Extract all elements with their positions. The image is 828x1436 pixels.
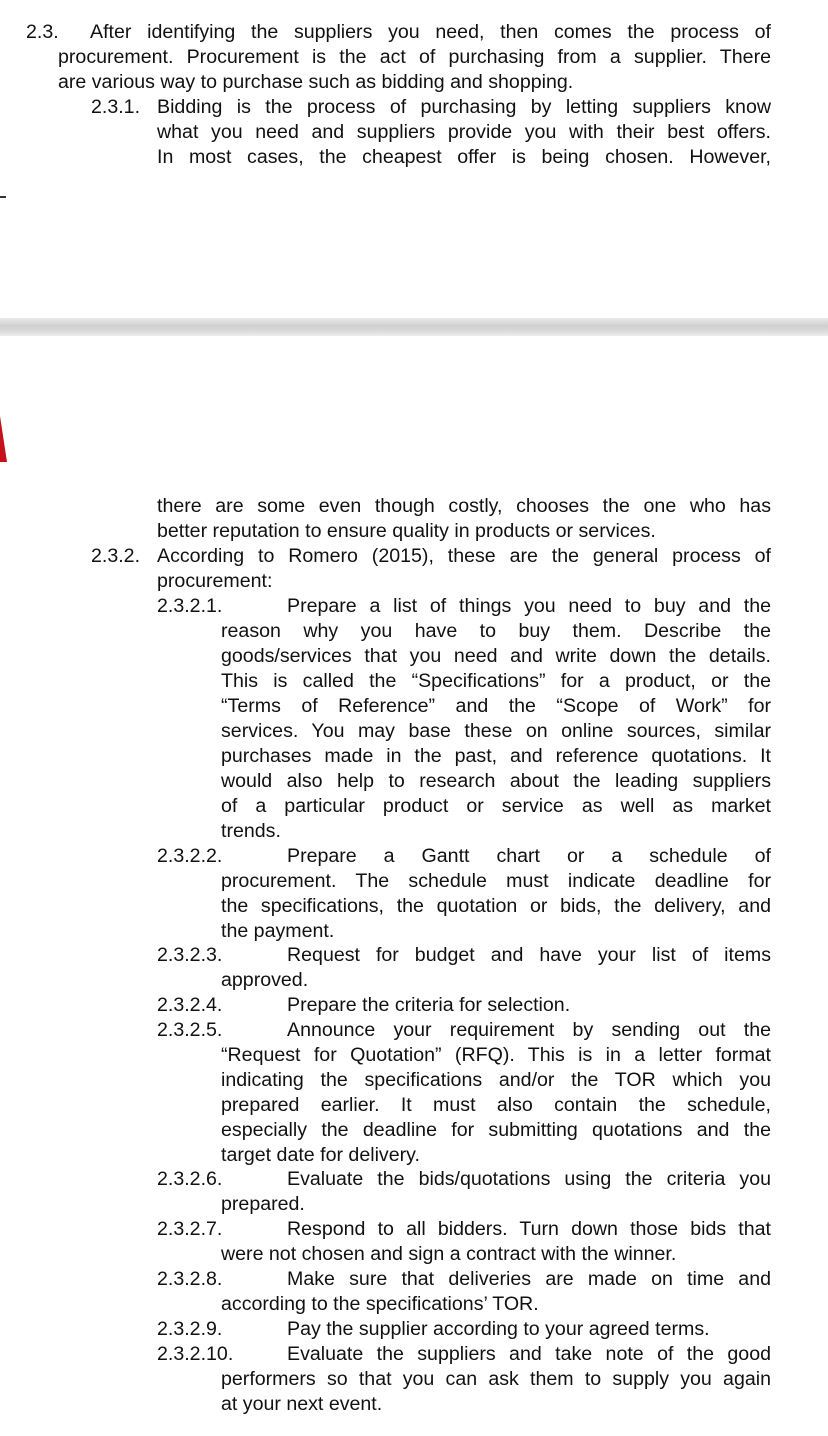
page-edge-mark (0, 196, 6, 198)
item-text-line: better reputation to ensure quality in products or services. (157, 520, 656, 542)
step-number: 2.3.2.3. (157, 944, 223, 966)
step-text-line: procurement. The schedule must indicate deadline for (221, 870, 771, 892)
step-text-line: services. You may base these on online sources, similar (221, 720, 771, 742)
item-text-line: According to Romero (2015), these are the general process of (157, 545, 771, 567)
item-text-line: procurement: (157, 570, 273, 592)
step-text-line: would also help to research about the leading suppliers (221, 770, 771, 792)
step-number: 2.3.2.7. (157, 1218, 223, 1240)
step-text-line: Pay the supplier according to your agreed terms. (287, 1318, 710, 1340)
step-text-line: performers so that you can ask them to supply you again (221, 1368, 771, 1390)
step-text-line: Prepare a list of things you need to buy and the (287, 595, 771, 617)
step-text-line: “Request for Quotation” (RFQ). This is in a letter format (221, 1044, 771, 1066)
step-text-line: reason why you have to buy them. Describe the (221, 620, 771, 642)
step-text-line: target date for delivery. (221, 1144, 420, 1166)
section-text-line: After identifying the suppliers you need, then comes the process of (90, 21, 771, 43)
step-text-line: Make sure that deliveries are made on time and (287, 1268, 771, 1290)
step-text-line: purchases made in the past, and reference quotations. It (221, 745, 771, 767)
step-text-line: Request for budget and have your list of items (287, 944, 771, 966)
item-text-line: In most cases, the cheapest offer is being chosen. However, (157, 146, 771, 168)
section-text-line: are various way to purchase such as bidding and shopping. (58, 71, 574, 93)
step-text-line: according to the specifications’ TOR. (221, 1293, 539, 1315)
step-text-line: Prepare the criteria for selection. (287, 994, 571, 1016)
step-text-line: the specifications, the quotation or bids, the delivery, and (221, 895, 771, 917)
red-margin-mark (0, 416, 7, 462)
step-text-line: were not chosen and sign a contract with the winner. (221, 1243, 677, 1265)
step-text-line: approved. (221, 969, 309, 991)
page-bottom (0, 336, 828, 1436)
item-text-line: Bidding is the process of purchasing by letting suppliers know (157, 96, 771, 118)
step-text-line: at your next event. (221, 1393, 383, 1415)
step-text-line: especially the deadline for submitting quotations and the (221, 1119, 771, 1141)
step-text-line: prepared earlier. It must also contain the schedule, (221, 1094, 771, 1116)
item-number: 2.3.2. (91, 545, 141, 567)
item-text-line: what you need and suppliers provide you with their best offers. (157, 121, 771, 143)
step-text-line: prepared. (221, 1193, 305, 1215)
step-number: 2.3.2.5. (157, 1019, 223, 1041)
step-text-line: indicating the specifications and/or the TOR which you (221, 1069, 771, 1091)
step-number: 2.3.2.8. (157, 1268, 223, 1290)
page-separator (0, 318, 828, 336)
step-text-line: Evaluate the bids/quotations using the criteria you (287, 1168, 771, 1190)
section-text-line: procurement. Procurement is the act of purchasing from a supplier. There (58, 46, 771, 68)
step-number: 2.3.2.9. (157, 1318, 223, 1340)
step-number: 2.3.2.2. (157, 845, 223, 867)
step-text-line: Evaluate the suppliers and take note of the good (287, 1343, 771, 1365)
step-text-line: trends. (221, 820, 281, 842)
step-text-line: Respond to all bidders. Turn down those bids that (287, 1218, 771, 1240)
item-text-line: there are some even though costly, chooses the one who has (157, 495, 771, 517)
item-number: 2.3.1. (91, 96, 141, 118)
step-number: 2.3.2.1. (157, 595, 223, 617)
step-number: 2.3.2.6. (157, 1168, 223, 1190)
step-number: 2.3.2.4. (157, 994, 223, 1016)
page-top (0, 0, 828, 318)
section-number: 2.3. (26, 21, 59, 43)
step-text-line: This is called the “Specifications” for a product, or the (221, 670, 771, 692)
step-text-line: “Terms of Reference” and the “Scope of Work” for (221, 695, 771, 717)
step-text-line: of a particular product or service as well as market (221, 795, 771, 817)
step-text-line: goods/services that you need and write down the details. (221, 645, 771, 667)
step-text-line: Announce your requirement by sending out the (287, 1019, 771, 1041)
step-number: 2.3.2.10. (157, 1343, 234, 1365)
step-text-line: Prepare a Gantt chart or a schedule of (287, 845, 771, 867)
step-text-line: the payment. (221, 920, 335, 942)
